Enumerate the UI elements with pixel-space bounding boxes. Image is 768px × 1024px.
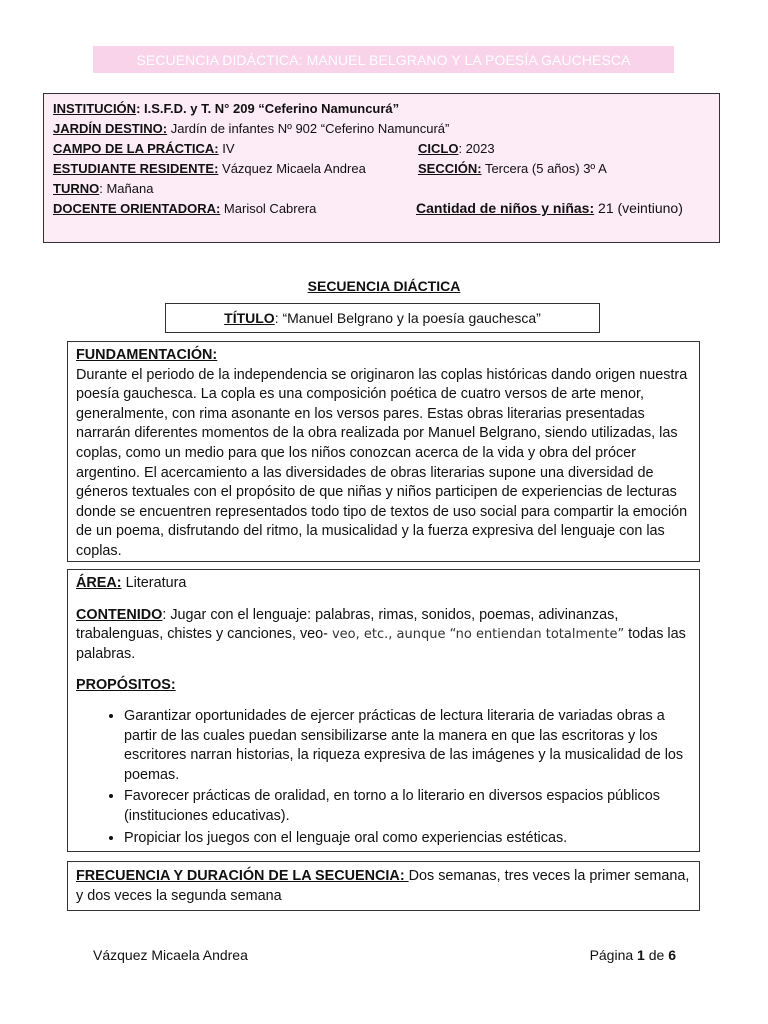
fundamentacion-heading: FUNDAMENTACIÓN: [76,347,218,363]
page-total: 6 [668,947,676,963]
estudiante-label: ESTUDIANTE RESIDENTE: [53,161,219,176]
campo-row [53,139,235,159]
cantidad-value: 21 (veintiuno) [594,200,683,216]
seccion-value: Tercera (5 años) 3º A [481,161,607,176]
titulo-label: TÍTULO [224,310,275,326]
docente-row [53,199,316,219]
area-label: ÁREA: [76,575,122,591]
estudiante-value: Vázquez Micaela Andrea [218,161,366,176]
institucion-row [53,99,399,119]
contenido-paragraph [76,606,691,665]
titulo-value: : “Manuel Belgrano y la poesía gauchesca” [274,310,541,326]
estudiante-row [53,159,366,179]
contenido-value: : Jugar con el lenguaje: palabras, rimas, sonidos, poemas, adivinanzas, trabalenguas, chistes y canciones, veo- [76,606,619,643]
area-value: Literatura [121,575,187,591]
sequence-heading: SECUENCIA DIÁCTICA [307,278,461,294]
seccion-row [418,159,607,179]
area-box [67,569,700,852]
cantidad-label: Cantidad de niños y niñas: [416,200,595,216]
propositos-list [76,707,691,848]
turno-label: TURNO [53,181,100,196]
contenido-label: CONTENIDO [76,606,163,623]
docente-value: Marisol Cabrera [220,201,317,216]
turno-value: : Mañana [99,181,154,196]
cantidad-row [416,198,683,218]
footer-page-number [590,947,676,963]
footer-author: Vázquez Micaela Andrea [93,947,248,963]
institution-info-box [43,93,720,243]
campo-value: IV [218,141,235,156]
proposito-item: • Garantizar oportunidades de ejercer prácticas de lectura literaria de variadas obras a partir de las cuales puedan sensibilizarse ante la manera en que las escritoras y los escritores narran historias, la riqueza expresiva de las imágenes y la musicalidad de los poemas. [124,707,691,785]
fundamentacion-text: Durante el periodo de la independencia se originaron las coplas históricas dando origen nuestra poesía gauchesca. La copla es una composición poética de cuatro versos de arte menor, generalmente, con rima asonante en los versos pares. Estas obras literarias presentadas narrarán diferentes momentos de la obra realizada por Manuel Belgrano, siendo utilizadas, las coplas, como un medio para que los niños conozcan acerca de la vida y obra del prócer argentino. El acercamiento a las diversidades de obras literarias supone una diversidad de géneros textuales con el propósito de que niñas y niños participen de experiencias de lecturas donde se encuentren representados todo tipo de textos de uso social para compartir la emoción de un poema, disfrutando del ritmo, la musicalidad y la fuerza expresiva del lenguaje con las coplas. [76,366,688,559]
docente-label: DOCENTE ORIENTADORA: [53,201,221,216]
page-current: 1 [637,947,645,963]
fundamentacion-box [67,341,700,562]
campo-label: CAMPO DE LA PRÁCTICA: [53,141,219,156]
page-word: Página [589,947,638,963]
jardin-value: Jardín de infantes Nº 902 “Ceferino Namuncurá” [167,121,450,136]
ciclo-label: CICLO [418,141,459,156]
turno-row [53,179,153,199]
frecuencia-box [67,861,700,911]
contenido-extra: veo, etc., aunque “no entiendan totalmente” [331,627,625,643]
propositos-heading: PROPÓSITOS: [76,677,176,694]
title-box [165,303,600,333]
seccion-label: SECCIÓN: [418,161,482,176]
frecuencia-label: FRECUENCIA Y DURACIÓN DE LA SECUENCIA: [76,868,409,884]
institucion-value: : I.S.F.D. y T. N° 209 “Ceferino Namuncurá” [136,101,400,116]
frecuencia-value: Dos semanas, tres veces la primer semana, y dos veces la segunda semana [76,868,690,904]
of-word: de [644,947,669,963]
area-line [76,574,691,594]
contenido-end: todas las palabras. [76,626,686,662]
institucion-label: INSTITUCIÓN [53,101,137,116]
document-banner: SECUENCIA DIDÁCTICA: MANUEL BELGRANO Y LA POESÍA GAUCHESCA [93,46,674,73]
ciclo-value: : 2023 [458,141,495,156]
ciclo-row [418,139,495,159]
jardin-label: JARDÍN DESTINO: [53,121,168,136]
proposito-item: • Propiciar los juegos con el lenguaje oral como experiencias estéticas. [124,829,691,849]
jardin-row [53,119,449,139]
proposito-item: • Favorecer prácticas de oralidad, en torno a lo literario en diversos espacios públicos (instituciones educativas). [124,787,691,826]
